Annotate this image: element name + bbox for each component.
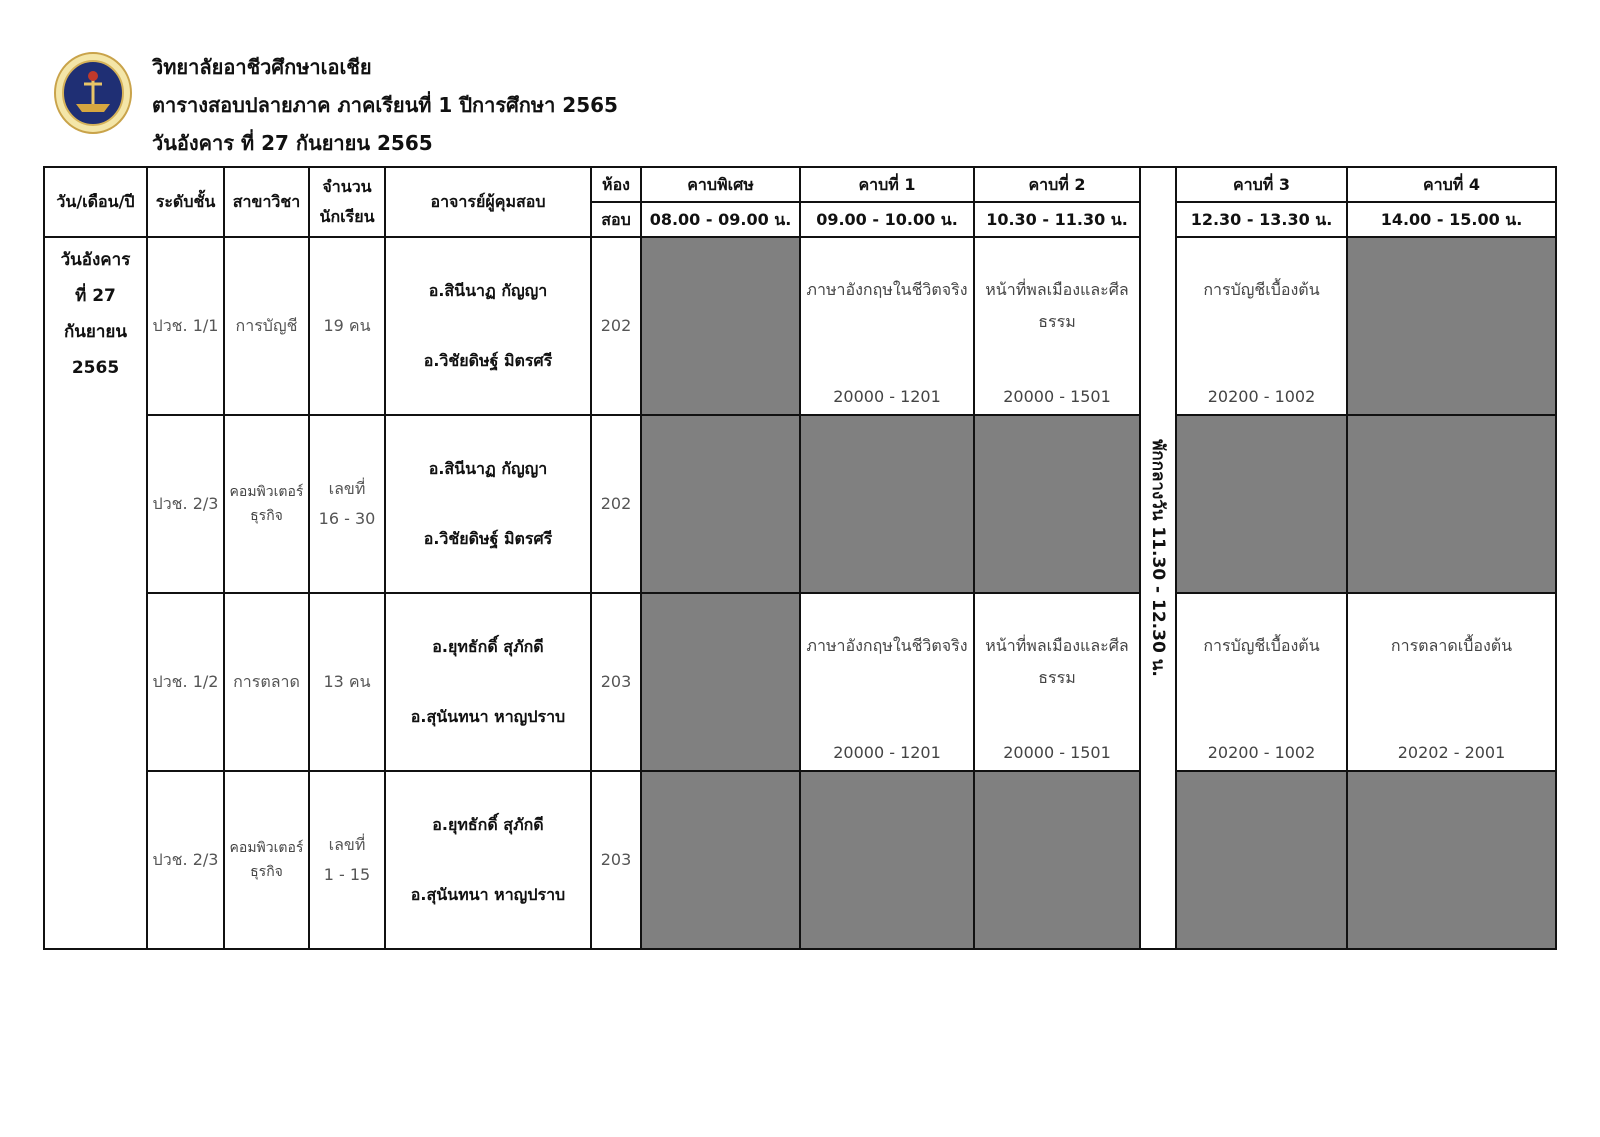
exam-slot-p1 <box>800 237 974 415</box>
subject-name: การตลาดเบื้องต้น <box>1390 636 1513 655</box>
major-cell: การตลาด <box>224 593 309 771</box>
room-cell: 203 <box>591 771 641 949</box>
exam-schedule-table <box>43 166 1557 950</box>
level-cell: ปวช. 1/2 <box>147 593 224 771</box>
col-header-period-1: คาบที่ 1 <box>800 167 974 202</box>
proctor-cell <box>385 593 591 771</box>
exam-date: วันอังคาร ที่ 27 กันยายน 2565 <box>152 131 433 155</box>
proctor-name: อ.ยุทธักดิ์ สุภักดี <box>432 637 544 656</box>
major-cell: คอมพิวเตอร์ธุรกิจ <box>224 415 309 593</box>
col-header-major: สาขาวิชา <box>224 167 309 237</box>
major-cell: คอมพิวเตอร์ธุรกิจ <box>224 771 309 949</box>
subject-name: การบัญชีเบื้องต้น <box>1203 636 1320 655</box>
proctor-name: อ.สินีนาฏ กัญญา <box>428 281 548 300</box>
empty-slot <box>641 593 800 771</box>
date-line-2: ที่ 27 <box>75 286 116 306</box>
empty-slot <box>974 415 1140 593</box>
col-header-students-line1: จำนวน <box>322 177 372 196</box>
proctor-cell <box>385 415 591 593</box>
students-cell: 13 คน <box>309 593 385 771</box>
college-name: วิทยาลัยอาชีวศึกษาเอเชีย <box>152 55 372 79</box>
proctor-cell <box>385 237 591 415</box>
room-cell: 203 <box>591 593 641 771</box>
col-header-period-3: คาบที่ 3 <box>1176 167 1347 202</box>
table-row <box>44 771 1556 949</box>
proctor-cell <box>385 771 591 949</box>
proctor-name: อ.สุนันทนา หาญปราบ <box>410 885 566 904</box>
col-header-time-1: 09.00 - 10.00 น. <box>800 202 974 237</box>
empty-slot <box>1347 415 1556 593</box>
subject-name: การบัญชีเบื้องต้น <box>1203 280 1320 299</box>
students-cell <box>309 771 385 949</box>
subject-code: 20000 - 1501 <box>1003 387 1111 406</box>
date-cell <box>44 237 147 949</box>
col-header-period-2: คาบที่ 2 <box>974 167 1140 202</box>
exam-slot-p3 <box>1176 237 1347 415</box>
exam-slot-p1 <box>800 593 974 771</box>
students-line1: เลขที่ <box>328 479 366 498</box>
lunch-break-column <box>1140 167 1176 949</box>
col-header-time-3: 12.30 - 13.30 น. <box>1176 202 1347 237</box>
level-cell: ปวช. 1/1 <box>147 237 224 415</box>
proctor-name: อ.สินีนาฏ กัญญา <box>428 459 548 478</box>
subject-name: ภาษาอังกฤษในชีวิตจริง <box>806 636 968 655</box>
subject-code: 20200 - 1002 <box>1207 743 1316 762</box>
col-header-time-4: 14.00 - 15.00 น. <box>1347 202 1556 237</box>
col-header-period-4: คาบที่ 4 <box>1347 167 1556 202</box>
level-cell: ปวช. 2/3 <box>147 771 224 949</box>
proctor-name: อ.วิชัยดิษฐ์ มิตรศรี <box>423 529 553 548</box>
proctor-name: อ.ยุทธักดิ์ สุภักดี <box>432 815 544 834</box>
empty-slot <box>1176 415 1347 593</box>
major-cell: การบัญชี <box>224 237 309 415</box>
empty-slot <box>641 415 800 593</box>
col-header-time-2: 10.30 - 11.30 น. <box>974 202 1140 237</box>
col-header-room-line1: ห้อง <box>591 167 641 202</box>
exam-slot-p2 <box>974 593 1140 771</box>
exam-slot-p2 <box>974 237 1140 415</box>
empty-slot <box>974 771 1140 949</box>
col-header-proctor: อาจารย์ผู้คุมสอบ <box>385 167 591 237</box>
table-row <box>44 237 1556 415</box>
students-line2: 16 - 30 <box>318 509 376 528</box>
level-cell: ปวช. 2/3 <box>147 415 224 593</box>
empty-slot <box>1347 237 1556 415</box>
subject-code: 20000 - 1201 <box>833 743 941 762</box>
room-cell: 202 <box>591 415 641 593</box>
exam-slot-p3 <box>1176 593 1347 771</box>
subject-code: 20000 - 1201 <box>833 387 941 406</box>
empty-slot <box>641 771 800 949</box>
empty-slot <box>1176 771 1347 949</box>
exam-title: ตารางสอบปลายภาค ภาคเรียนที่ 1 ปีการศึกษา 2565 <box>152 93 618 117</box>
students-line2: 1 - 15 <box>323 865 371 884</box>
students-cell: 19 คน <box>309 237 385 415</box>
subject-name: ภาษาอังกฤษในชีวิตจริง <box>806 280 968 299</box>
lunch-break-label: พักกลางวัน 11.30 - 12.30 น. <box>1148 439 1168 677</box>
empty-slot <box>641 237 800 415</box>
table-row <box>44 593 1556 771</box>
students-line1: เลขที่ <box>328 835 366 854</box>
empty-slot <box>1347 771 1556 949</box>
date-line-4: 2565 <box>71 358 120 378</box>
students-cell <box>309 415 385 593</box>
col-header-students-line2: นักเรียน <box>319 207 375 226</box>
subject-name: หน้าที่พลเมืองและศีลธรรม <box>985 280 1129 331</box>
exam-slot-p4 <box>1347 593 1556 771</box>
subject-code: 20200 - 1002 <box>1207 387 1316 406</box>
col-header-period-special: คาบพิเศษ <box>641 167 800 202</box>
col-header-students <box>309 167 385 237</box>
college-seal-icon <box>54 52 132 134</box>
col-header-time-special: 08.00 - 09.00 น. <box>641 202 800 237</box>
proctor-name: อ.สุนันทนา หาญปราบ <box>410 707 566 726</box>
col-header-level: ระดับชั้น <box>147 167 224 237</box>
date-line-1: วันอังคาร <box>60 250 131 270</box>
table-row <box>44 415 1556 593</box>
subject-code: 20202 - 2001 <box>1397 743 1506 762</box>
col-header-room-line2: สอบ <box>591 202 641 237</box>
col-header-date: วัน/เดือน/ปี <box>44 167 147 237</box>
subject-code: 20000 - 1501 <box>1003 743 1111 762</box>
empty-slot <box>800 771 974 949</box>
date-line-3: กันยายน <box>63 322 127 342</box>
proctor-name: อ.วิชัยดิษฐ์ มิตรศรี <box>423 351 553 370</box>
empty-slot <box>800 415 974 593</box>
room-cell: 202 <box>591 237 641 415</box>
subject-name: หน้าที่พลเมืองและศีลธรรม <box>985 636 1129 687</box>
